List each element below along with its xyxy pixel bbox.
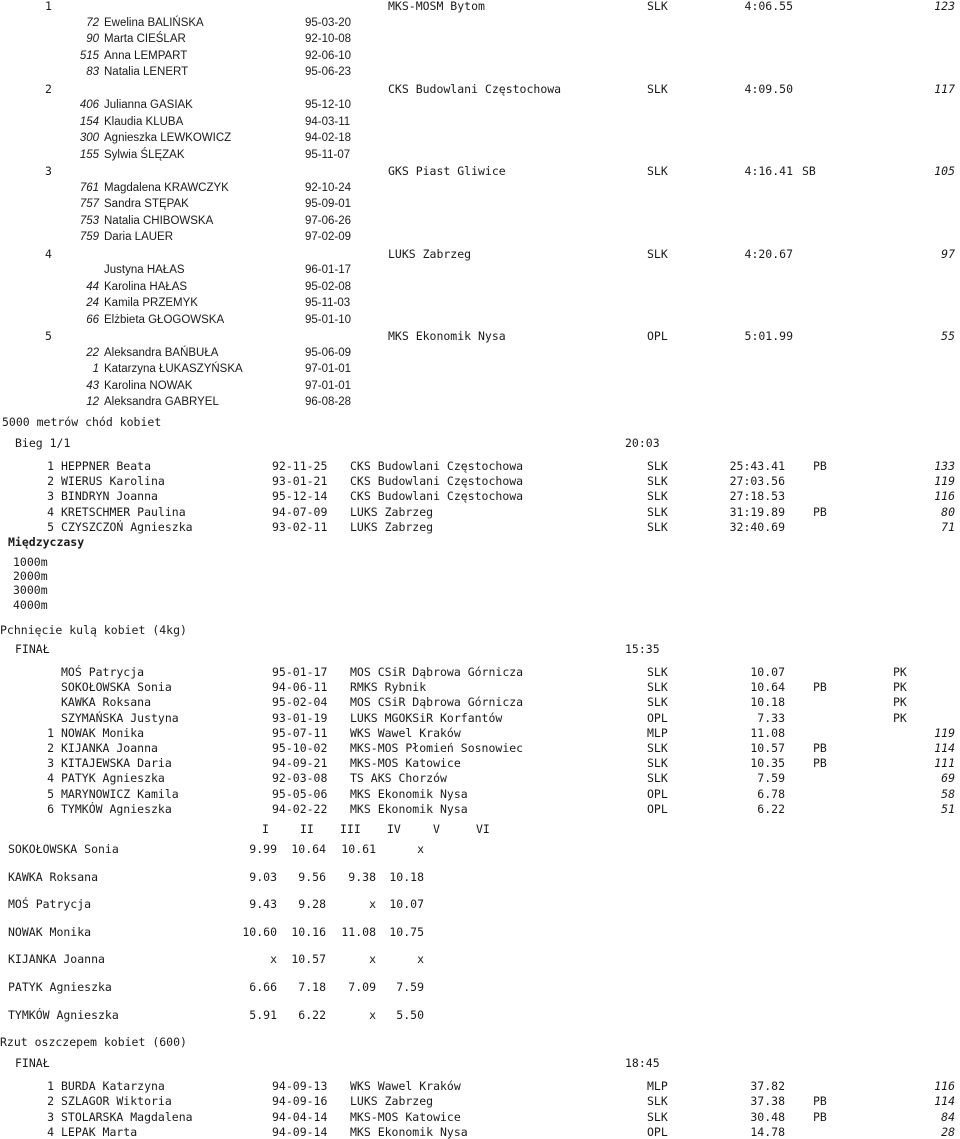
relay-member-name: Justyna HAŁAS — [104, 264, 185, 276]
relay-member-name: Katarzyna ŁUKASZYŃSKA — [104, 363, 243, 375]
relay-member-dob: 97-01-01 — [305, 379, 352, 392]
athlete-dob: 93-01-19 — [272, 710, 328, 725]
athlete-result: 30.48 — [750, 1109, 785, 1124]
athlete-club: LUKS Zabrzeg — [350, 1094, 434, 1109]
relay-member-name: Magdalena KRAWCZYK — [104, 181, 229, 194]
athlete-result: 25:43.41 — [729, 459, 785, 473]
relay-member-dob: 95-02-08 — [305, 280, 352, 293]
attempt-value: 9.99 — [249, 842, 277, 856]
athlete-result: 10.35 — [750, 756, 785, 771]
athlete-club: RMKS Rybnik — [350, 680, 427, 695]
attempt-value: x — [270, 952, 277, 967]
relay-points: 117 — [934, 81, 955, 96]
relay-member-number: 154 — [79, 115, 99, 128]
athlete-points: PK — [893, 680, 907, 695]
heat-time: 20:03 — [625, 436, 660, 450]
relay-member-dob: 95-11-07 — [305, 148, 351, 161]
splits-title: Międzyczasy — [8, 535, 85, 549]
athlete-points: 51 — [941, 801, 955, 816]
relay-member-number: 155 — [79, 148, 99, 161]
athlete-name: LEPAK Marta — [61, 1125, 138, 1139]
athlete-result: 10.57 — [750, 741, 785, 755]
relay-member-dob: 95-06-23 — [305, 66, 352, 78]
relay-member-name: Sandra STĘPAK — [104, 198, 189, 210]
attempt-value: 9.28 — [298, 897, 326, 912]
attempt-value: 10.61 — [341, 842, 376, 856]
athlete-name: KIJANKA Joanna — [61, 741, 158, 755]
split-label: 1000m — [13, 555, 48, 569]
athlete-dob: 92-03-08 — [272, 771, 328, 786]
relay-member-dob: 97-01-01 — [305, 363, 352, 375]
athlete-points: 80 — [941, 504, 955, 519]
relay-member-name: Anna LEMPART — [104, 49, 188, 62]
attempt-value: 6.22 — [298, 1007, 326, 1022]
athlete-name: STOLARSKA Magdalena — [61, 1109, 193, 1124]
relay-member-name: Julianna GASIAK — [104, 99, 193, 111]
athlete-region: MLP — [647, 725, 668, 740]
athlete-note: PB — [813, 1094, 827, 1109]
relay-member-number: 406 — [79, 99, 99, 111]
athlete-club: CKS Budowlani Częstochowa — [350, 459, 524, 473]
relay-member-dob: 96-08-28 — [305, 396, 352, 408]
attempt-athlete: KIJANKA Joanna — [8, 952, 105, 967]
result-place: 5 — [47, 786, 54, 801]
relay-points: 97 — [941, 246, 955, 261]
relay-member-name: Natalia LENERT — [104, 66, 189, 78]
result-place: 2 — [47, 474, 54, 489]
attempt-value: 5.91 — [249, 1007, 277, 1022]
attempt-value: 10.57 — [291, 952, 326, 967]
athlete-dob: 94-09-13 — [272, 1079, 328, 1093]
athlete-region: SLK — [647, 756, 668, 771]
relay-member-dob: 95-06-09 — [305, 346, 352, 359]
athlete-name: MARYNOWICZ Kamila — [61, 786, 179, 801]
relay-member-dob: 92-10-24 — [305, 181, 352, 194]
attempt-header: II — [300, 822, 314, 836]
relay-time: 4:06.55 — [744, 0, 793, 13]
athlete-result: 37.82 — [750, 1079, 785, 1093]
athlete-points: 28 — [941, 1125, 955, 1139]
athlete-name: KAWKA Roksana — [61, 695, 152, 710]
athlete-club: TS AKS Chorzów — [350, 771, 447, 786]
athlete-points: 69 — [941, 771, 955, 786]
relay-member-number: 1 — [92, 363, 99, 375]
athlete-name: KITAJEWSKA Daria — [61, 756, 172, 771]
relay-points: 55 — [941, 329, 955, 343]
athlete-note: PB — [813, 756, 827, 771]
split-label: 3000m — [13, 583, 48, 598]
athlete-points: 71 — [941, 519, 955, 534]
athlete-club: LUKS MGOKSiR Korfantów — [350, 710, 503, 725]
relay-member-name: Daria LAUER — [104, 231, 174, 243]
relay-member-number: 759 — [79, 231, 99, 243]
relay-member-number: 757 — [79, 198, 99, 210]
relay-member-name: Ewelina BALIŃSKA — [104, 16, 204, 29]
relay-member-number: 753 — [79, 214, 99, 227]
athlete-points: 84 — [941, 1109, 955, 1124]
relay-member-dob: 92-06-10 — [305, 49, 352, 62]
athlete-dob: 94-02-22 — [272, 801, 328, 816]
attempt-header: III — [340, 822, 361, 836]
athlete-points: PK — [893, 695, 907, 710]
result-place: 4 — [47, 771, 54, 786]
athlete-name: MOŚ Patrycja — [61, 665, 145, 679]
athlete-result: 27:03.56 — [729, 474, 785, 489]
relay-member-number: 761 — [79, 181, 99, 194]
athlete-club: MKS Ekonomik Nysa — [350, 1125, 468, 1139]
relay-team: MKS Ekonomik Nysa — [388, 329, 506, 343]
athlete-region: OPL — [647, 801, 668, 816]
athlete-note: PB — [813, 680, 827, 695]
athlete-region: SLK — [647, 741, 668, 755]
relay-points: 123 — [934, 0, 955, 13]
relay-member-dob: 95-11-03 — [305, 297, 351, 309]
relay-region: SLK — [647, 81, 668, 96]
attempt-value: 10.75 — [389, 924, 424, 939]
result-place: 4 — [47, 504, 54, 519]
relay-region: SLK — [647, 246, 668, 261]
result-place: 1 — [47, 1079, 54, 1093]
relay-member-name: Marta CIEŚLAR — [104, 33, 186, 45]
attempt-value: 10.07 — [389, 897, 424, 912]
athlete-club: MKS-MOS Płomień Sosnowiec — [350, 741, 524, 755]
athlete-dob: 94-09-14 — [272, 1125, 328, 1139]
athlete-region: SLK — [647, 504, 668, 519]
result-place: 5 — [47, 519, 54, 534]
athlete-region: SLK — [647, 459, 668, 473]
athlete-dob: 93-02-11 — [272, 519, 328, 534]
athlete-region: OPL — [647, 710, 668, 725]
relay-points: 105 — [934, 164, 955, 178]
athlete-result: 6.22 — [757, 801, 785, 816]
athlete-result: 7.33 — [757, 710, 785, 725]
relay-member-number: 22 — [86, 346, 99, 359]
result-place: 3 — [47, 1109, 54, 1124]
relay-member-name: Karolina HAŁAS — [104, 280, 188, 293]
athlete-points: 114 — [934, 1094, 955, 1109]
athlete-result: 31:19.89 — [729, 504, 785, 519]
attempt-value: 9.03 — [249, 869, 277, 884]
attempt-value: 7.59 — [396, 980, 424, 994]
relay-member-number: 12 — [86, 396, 99, 408]
attempt-value: x — [369, 1007, 376, 1022]
relay-member-dob: 95-01-10 — [305, 313, 352, 326]
athlete-club: MKS Ekonomik Nysa — [350, 786, 468, 801]
relay-time: 4:09.50 — [744, 81, 793, 96]
attempt-value: 5.50 — [396, 1007, 424, 1022]
athlete-club: MKS Ekonomik Nysa — [350, 801, 468, 816]
relay-member-name: Elżbieta GŁOGOWSKA — [104, 313, 225, 326]
relay-member-dob: 92-10-08 — [305, 33, 352, 45]
athlete-dob: 94-09-21 — [272, 756, 328, 771]
relay-member-number: 83 — [86, 66, 99, 78]
athlete-club: LUKS Zabrzeg — [350, 504, 434, 519]
relay-place: 2 — [45, 81, 52, 96]
athlete-dob: 95-01-17 — [272, 665, 328, 679]
athlete-region: SLK — [647, 695, 668, 710]
attempt-value: x — [369, 952, 376, 967]
athlete-region: SLK — [647, 474, 668, 489]
final-label: FINAŁ — [15, 1056, 50, 1070]
athlete-result: 10.07 — [750, 665, 785, 679]
athlete-points: 133 — [934, 459, 955, 473]
attempt-value: 10.64 — [291, 842, 326, 856]
attempt-value: x — [417, 952, 424, 967]
relay-place: 4 — [45, 246, 52, 261]
relay-member-dob: 95-03-20 — [305, 16, 352, 29]
athlete-region: OPL — [647, 1125, 668, 1139]
attempt-value: x — [417, 842, 424, 856]
athlete-result: 14.78 — [750, 1125, 785, 1139]
athlete-club: WKS Wawel Kraków — [350, 1079, 461, 1093]
athlete-result: 7.59 — [757, 771, 785, 786]
attempt-value: 10.16 — [291, 924, 326, 939]
attempt-value: 9.38 — [348, 869, 376, 884]
athlete-points: PK — [893, 665, 907, 679]
relay-team: MKS-MOSM Bytom — [388, 0, 485, 13]
athlete-name: BURDA Katarzyna — [61, 1079, 165, 1093]
athlete-club: WKS Wawel Kraków — [350, 725, 461, 740]
athlete-dob: 95-07-11 — [272, 725, 328, 740]
relay-member-dob: 97-02-09 — [305, 231, 352, 243]
final-label: FINAŁ — [15, 642, 50, 656]
relay-time: 4:16.41 — [744, 164, 793, 178]
result-place: 3 — [47, 489, 54, 504]
athlete-dob: 94-09-16 — [272, 1094, 328, 1109]
athlete-points: 58 — [941, 786, 955, 801]
relay-member-dob: 96-01-17 — [305, 264, 352, 276]
result-place: 6 — [47, 801, 54, 816]
relay-member-number: 300 — [79, 132, 99, 144]
relay-region: OPL — [647, 329, 668, 343]
relay-member-dob: 97-06-26 — [305, 214, 352, 227]
athlete-name: BINDRYN Joanna — [61, 489, 158, 504]
relay-member-number: 90 — [86, 33, 99, 45]
result-place: 4 — [47, 1125, 54, 1139]
athlete-name: KRETSCHMER Paulina — [61, 504, 186, 519]
athlete-note: PB — [813, 741, 827, 755]
relay-member-dob: 95-12-10 — [305, 99, 352, 111]
relay-team: CKS Budowlani Częstochowa — [388, 81, 562, 96]
result-place: 2 — [47, 741, 54, 755]
final-time: 18:45 — [625, 1056, 660, 1070]
attempt-value: x — [369, 897, 376, 912]
athlete-club: CKS Budowlani Częstochowa — [350, 474, 524, 489]
athlete-points: 116 — [934, 489, 955, 504]
event-title-walk: 5000 metrów chód kobiet — [2, 415, 162, 429]
attempt-value: 9.56 — [298, 869, 326, 884]
athlete-region: SLK — [647, 1109, 668, 1124]
heat-label: Bieg 1/1 — [15, 436, 71, 450]
athlete-name: CZYSZCZOŃ Agnieszka — [61, 519, 193, 534]
attempt-value: 7.18 — [298, 980, 326, 994]
athlete-note: PB — [813, 1109, 827, 1124]
relay-member-number: 515 — [79, 49, 99, 62]
athlete-region: MLP — [647, 1079, 668, 1093]
athlete-name: NOWAK Monika — [61, 725, 145, 740]
relay-member-name: Natalia CHIBOWSKA — [104, 214, 214, 227]
athlete-result: 10.18 — [750, 695, 785, 710]
athlete-region: SLK — [647, 1094, 668, 1109]
athlete-points: 114 — [934, 741, 955, 755]
relay-member-name: Kamila PRZEMYK — [104, 297, 198, 309]
attempt-value: 7.09 — [348, 980, 376, 994]
athlete-name: TYMKÓW Agnieszka — [61, 801, 172, 816]
athlete-result: 32:40.69 — [729, 519, 785, 534]
athlete-note: PB — [813, 504, 827, 519]
athlete-region: SLK — [647, 489, 668, 504]
relay-region: SLK — [647, 164, 668, 178]
athlete-dob: 95-10-02 — [272, 741, 328, 755]
athlete-result: 11.08 — [750, 725, 785, 740]
athlete-club: LUKS Zabrzeg — [350, 519, 434, 534]
attempt-athlete: TYMKÓW Agnieszka — [8, 1007, 119, 1022]
athlete-result: 27:18.53 — [729, 489, 785, 504]
athlete-dob: 94-06-11 — [272, 680, 328, 695]
attempt-value: 11.08 — [341, 924, 376, 939]
athlete-dob: 94-07-09 — [272, 504, 328, 519]
final-time: 15:35 — [625, 642, 660, 656]
athlete-name: WIERUS Karolina — [61, 474, 165, 489]
relay-member-dob: 95-09-01 — [305, 198, 352, 210]
attempt-header: VI — [476, 822, 490, 836]
relay-member-name: Aleksandra GABRYEL — [104, 396, 219, 408]
attempt-header: I — [262, 822, 269, 836]
attempt-value: 10.60 — [242, 924, 277, 939]
event-title-shot: Pchnięcie kulą kobiet (4kg) — [0, 623, 187, 637]
relay-member-name: Klaudia KLUBA — [104, 115, 184, 128]
relay-member-number: 66 — [86, 313, 99, 326]
relay-member-number: 72 — [86, 16, 99, 29]
result-place: 1 — [47, 725, 54, 740]
athlete-result: 37.38 — [750, 1094, 785, 1109]
attempt-value: 6.66 — [249, 980, 277, 994]
athlete-points: 111 — [934, 756, 955, 771]
relay-region: SLK — [647, 0, 668, 13]
athlete-points: PK — [893, 710, 907, 725]
athlete-points: 119 — [934, 725, 955, 740]
athlete-dob: 95-12-14 — [272, 489, 328, 504]
relay-member-dob: 94-03-11 — [305, 115, 351, 128]
athlete-name: HEPPNER Beata — [61, 459, 152, 473]
athlete-dob: 93-01-21 — [272, 474, 328, 489]
relay-place: 1 — [45, 0, 52, 13]
relay-time: 5:01.99 — [744, 329, 793, 343]
relay-place: 5 — [45, 329, 52, 343]
split-label: 2000m — [13, 569, 48, 584]
relay-member-name: Agnieszka LEWKOWICZ — [104, 132, 232, 144]
relay-team: LUKS Zabrzeg — [388, 246, 472, 261]
relay-member-number: 43 — [86, 379, 99, 392]
result-place: 2 — [47, 1094, 54, 1109]
athlete-region: OPL — [647, 786, 668, 801]
athlete-dob: 95-05-06 — [272, 786, 328, 801]
athlete-note: PB — [813, 459, 827, 473]
athlete-region: SLK — [647, 680, 668, 695]
attempt-value: 10.18 — [389, 869, 424, 884]
athlete-club: MKS-MOS Katowice — [350, 756, 461, 771]
athlete-club: MOS CSiR Dąbrowa Górnicza — [350, 695, 524, 710]
relay-place: 3 — [45, 164, 52, 178]
attempt-value: 9.43 — [249, 897, 277, 912]
relay-time: 4:20.67 — [744, 246, 793, 261]
attempt-athlete: PATYK Agnieszka — [8, 980, 112, 994]
athlete-region: SLK — [647, 665, 668, 679]
attempt-athlete: SOKOŁOWSKA Sonia — [8, 842, 119, 856]
athlete-region: SLK — [647, 519, 668, 534]
relay-member-name: Aleksandra BAŃBUŁA — [104, 346, 219, 359]
athlete-dob: 92-11-25 — [272, 459, 328, 473]
athlete-name: PATYK Agnieszka — [61, 771, 165, 786]
attempt-athlete: NOWAK Monika — [8, 924, 92, 939]
relay-member-name: Karolina NOWAK — [104, 379, 193, 392]
attempt-athlete: MOŚ Patrycja — [8, 897, 92, 912]
athlete-dob: 94-04-14 — [272, 1109, 328, 1124]
relay-member-number: 44 — [86, 280, 99, 293]
relay-member-name: Sylwia ŚLĘZAK — [104, 148, 185, 161]
athlete-club: CKS Budowlani Częstochowa — [350, 489, 524, 504]
attempt-athlete: KAWKA Roksana — [8, 869, 99, 884]
event-title-javelin: Rzut oszczepem kobiet (600) — [0, 1035, 187, 1049]
athlete-result: 6.78 — [757, 786, 785, 801]
result-place: 3 — [47, 756, 54, 771]
relay-member-number: 24 — [86, 297, 99, 309]
athlete-points: 116 — [934, 1079, 955, 1093]
athlete-club: MOS CSiR Dąbrowa Górnicza — [350, 665, 524, 679]
relay-member-dob: 94-02-18 — [305, 132, 352, 144]
athlete-name: SOKOŁOWSKA Sonia — [61, 680, 172, 695]
athlete-dob: 95-02-04 — [272, 695, 328, 710]
attempt-header: IV — [387, 822, 401, 836]
relay-note: SB — [802, 164, 816, 178]
athlete-name: SZLAGOR Wiktoria — [61, 1094, 172, 1109]
result-place: 1 — [47, 459, 54, 473]
athlete-points: 119 — [934, 474, 955, 489]
split-label: 4000m — [13, 597, 48, 612]
athlete-name: SZYMAŃSKA Justyna — [61, 710, 179, 725]
athlete-region: SLK — [647, 771, 668, 786]
attempt-header: V — [433, 822, 440, 836]
relay-team: GKS Piast Gliwice — [388, 164, 506, 178]
athlete-result: 10.64 — [750, 680, 785, 695]
athlete-club: MKS-MOS Katowice — [350, 1109, 461, 1124]
